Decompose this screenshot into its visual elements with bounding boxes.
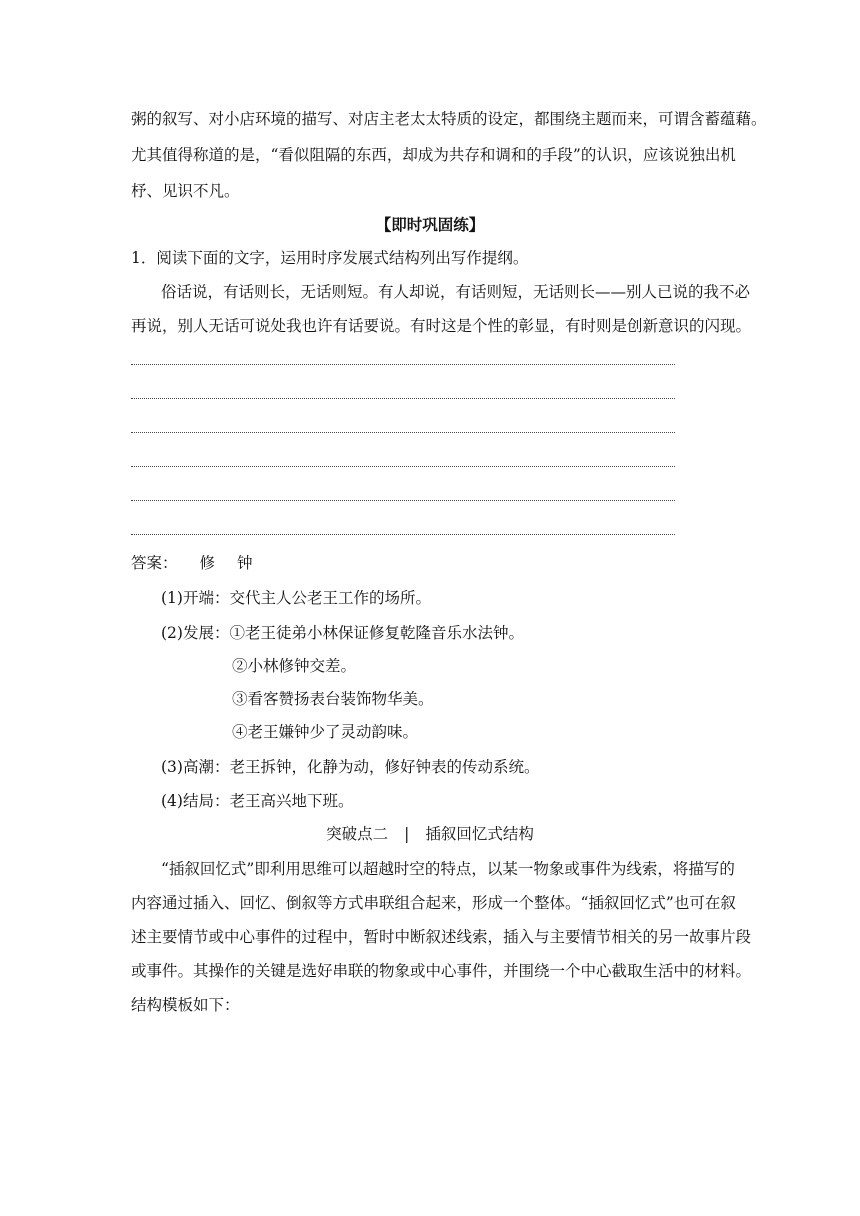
answer-blank-line: [131, 534, 675, 535]
section-heading-right: 插叙回忆式结构: [425, 825, 534, 843]
answer-item-4: (4)结局：老王高兴地下班。: [161, 792, 354, 810]
section-para-line-5: 结构模板如下：: [131, 996, 240, 1014]
answer-label: 答案：: [131, 554, 178, 572]
practice-question: 1．阅读下面的文字，运用时序发展式结构列出写作提纲。: [131, 249, 529, 267]
answer-title-char-1: 修: [199, 554, 216, 572]
passage-line-1: 俗话说，有话则长，无话则短。有人却说，有话则短，无话则长——别人已说的我不必: [161, 283, 751, 301]
answer-item-3: (3)高潮：老王拆钟，化静为动，修好钟表的传动系统。: [161, 758, 540, 776]
section-heading-divider: |: [404, 825, 410, 843]
answer-blank-line: [131, 364, 675, 365]
intro-line-2: 尤其值得称道的是，“看似阻隔的东西，却成为共存和调和的手段”的认识，应该说独出机: [131, 146, 736, 164]
section-heading: [0, 824, 860, 844]
intro-line-1: 粥的叙写、对小店环境的描写、对店主老太太特质的设定，都围绕主题而来，可谓含蓄蕴藉。: [131, 110, 767, 128]
answer-item-2-sub-4: ④老王嫌钟少了灵动韵味。: [232, 723, 419, 741]
intro-line-3: 杼、见识不凡。: [131, 182, 240, 200]
answer-blank-line: [131, 466, 675, 467]
answer-item-2: (2)发展：①老王徒弟小林保证修复乾隆音乐水法钟。: [161, 624, 524, 642]
passage-line-2: 再说，别人无话可说处我也许有话要说。有时这是个性的彰显，有时则是创新意识的闪现。: [131, 317, 752, 335]
section-heading-left: 突破点二: [326, 825, 389, 843]
answer-item-2-sub-3: ③看客赞扬表台装饰物华美。: [232, 690, 434, 708]
answer-item-1: (1)开端：交代主人公老王工作的场所。: [161, 589, 431, 607]
section-para-line-4: 或事件。其操作的关键是选好串联的物象或中心事件，并围绕一个中心截取生活中的材料。: [131, 962, 752, 980]
answer-title-char-2: 钟: [237, 554, 253, 572]
answer-blank-line: [131, 500, 675, 501]
practice-heading: 【即时巩固练】: [375, 215, 485, 234]
answer-blank-line: [131, 398, 675, 399]
answer-blank-line: [131, 432, 675, 433]
answer-item-2-sub-2: ②小林修钟交差。: [232, 657, 357, 675]
section-para-line-3: 述主要情节或中心事件的过程中，暂时中断叙述线索，插入与主要情节相关的另一故事片段: [131, 928, 752, 946]
answer-title-row: [131, 553, 253, 573]
section-para-line-1: “插叙回忆式”即利用思维可以超越时空的特点，以某一物象或事件为线索，将描写的: [161, 860, 735, 878]
section-para-line-2: 内容通过插入、回忆、倒叙等方式串联组合起来，形成一个整体。“插叙回忆式”也可在叙: [131, 894, 736, 912]
